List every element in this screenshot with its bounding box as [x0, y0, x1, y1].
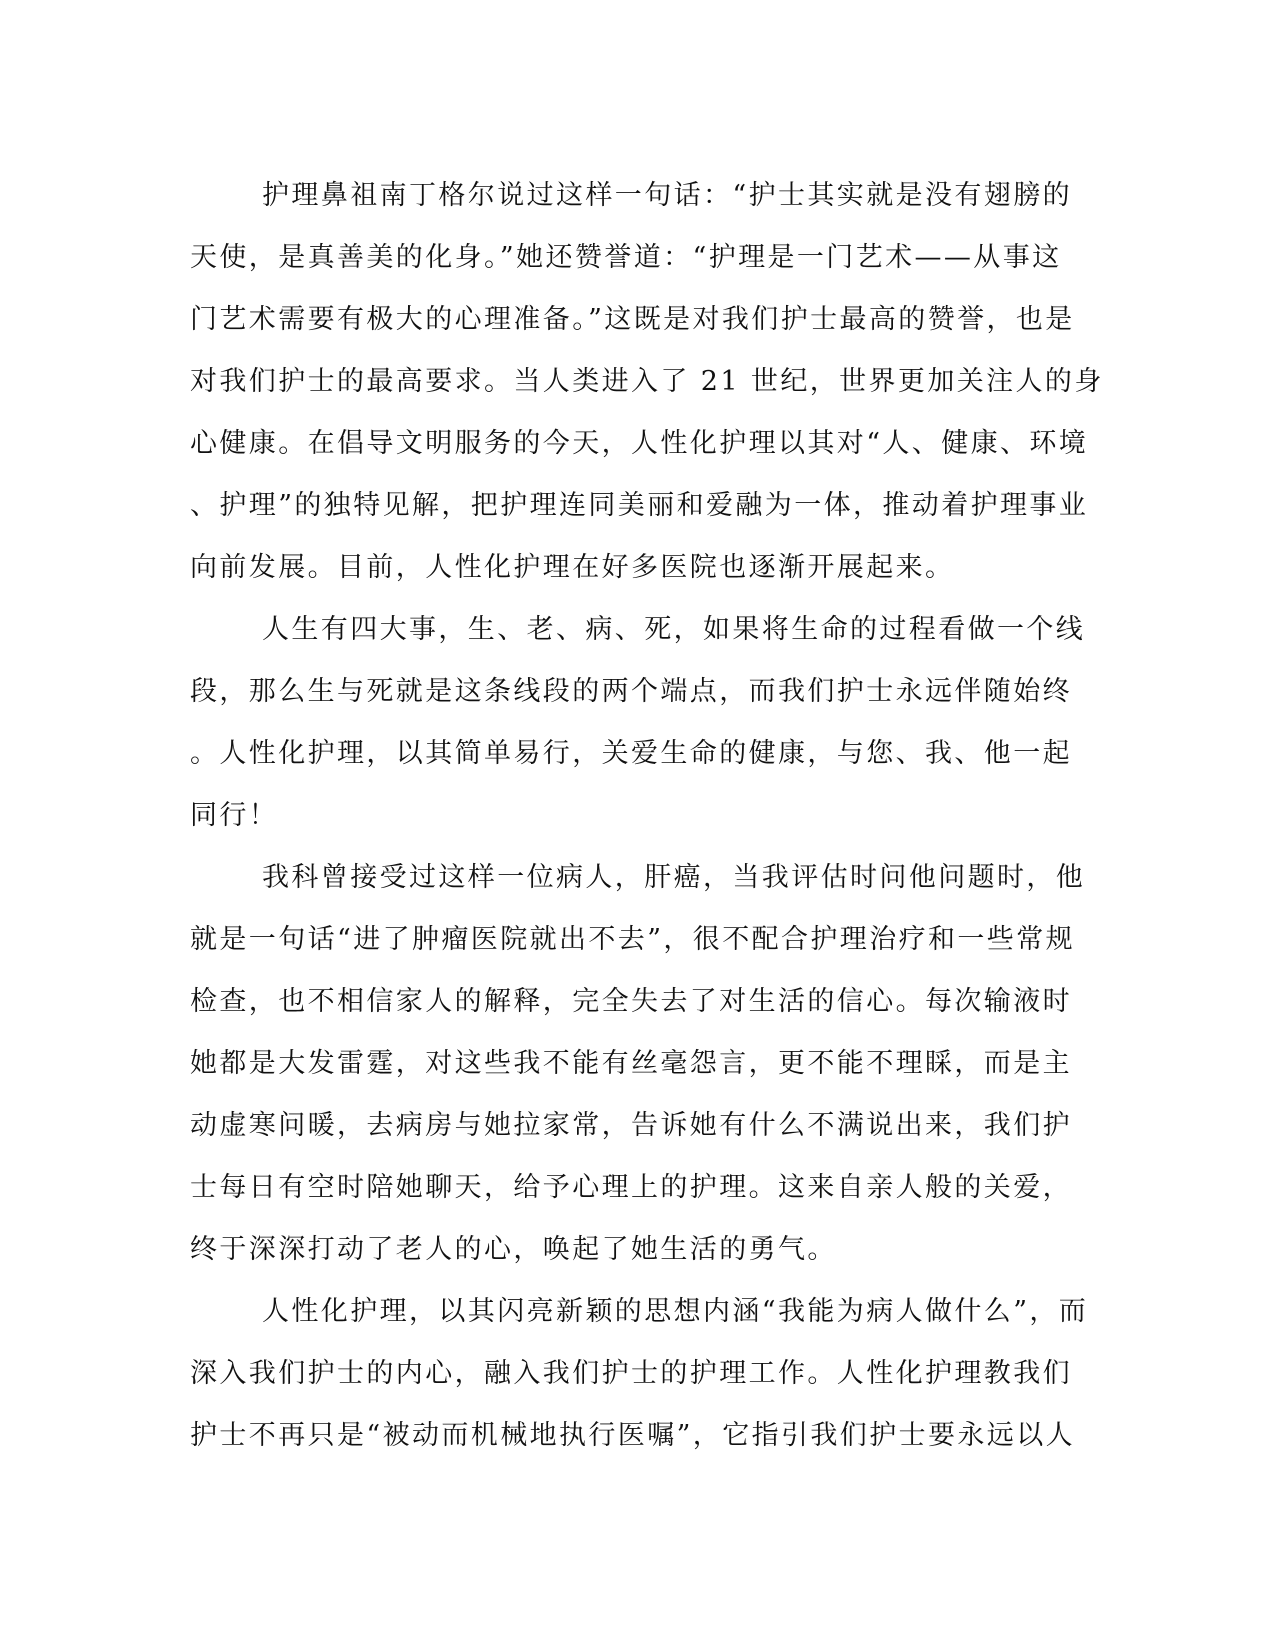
paragraph-3-line-5: 动虚寒问暖，去病房与她拉家常，告诉她有什么不满说出来，我们护 [190, 1110, 1072, 1141]
paragraph-2-line-1: 人生有四大事，生、老、病、死，如果将生命的过程看做一个线 [262, 614, 1086, 645]
paragraph-2-line-3: 。人性化护理，以其简单易行，关爱生命的健康，与您、我、他一起 [190, 738, 1072, 769]
paragraph-3-line-4: 她都是大发雷霆，对这些我不能有丝毫怨言，更不能不理睬，而是主 [190, 1048, 1072, 1079]
paragraph-2-line-4: 同行！ [190, 800, 279, 831]
paragraph-4-line-2: 深入我们护士的内心，融入我们护士的护理工作。人性化护理教我们 [190, 1358, 1072, 1389]
paragraph-3-line-7: 终于深深打动了老人的心，唤起了她生活的勇气。 [190, 1234, 837, 1265]
paragraph-3-line-1: 我科曾接受过这样一位病人，肝癌，当我评估时问他问题时，他 [262, 862, 1086, 893]
document-body [190, 165, 1104, 1467]
paragraph-2-line-2: 段，那么生与死就是这条线段的两个端点，而我们护士永远伴随始终 [190, 676, 1072, 707]
paragraph-1-line-3: 门艺术需要有极大的心理准备。”这既是对我们护士最高的赞誉，也是 [190, 304, 1075, 335]
paragraph-3-line-2: 就是一句话“进了肿瘤医院就出不去”，很不配合护理治疗和一些常规 [190, 924, 1076, 955]
paragraph-1-line-7: 向前发展。目前，人性化护理在好多医院也逐渐开展起来。 [190, 552, 955, 583]
paragraph-3-line-6: 士每日有空时陪她聊天，给予心理上的护理。这来自亲人般的关爱， [190, 1172, 1072, 1203]
paragraph-4-line-3: 护士不再只是“被动而机械地执行医嘱”，它指引我们护士要永远以人 [190, 1420, 1076, 1451]
paragraph-1-line-1: 护理鼻祖南丁格尔说过这样一句话：“护士其实就是没有翅膀的 [262, 180, 1073, 211]
paragraph-4-line-1: 人性化护理，以其闪亮新颖的思想内涵“我能为病人做什么”，而 [262, 1296, 1089, 1327]
paragraph-1-line-2: 天使，是真善美的化身。”她还赞誉道：“护理是一门艺术——从事这 [190, 242, 1062, 273]
paragraph-1-line-4: 对我们护士的最高要求。当人类进入了 21 世纪，世界更加关注人的身 [190, 366, 1104, 397]
paragraph-3-line-3: 检查，也不相信家人的解释，完全失去了对生活的信心。每次输液时 [190, 986, 1072, 1017]
paragraph-1-line-6: 、护理”的独特见解，把护理连同美丽和爱融为一体，推动着护理事业 [190, 490, 1089, 521]
paragraph-1-line-5: 心健康。在倡导文明服务的今天，人性化护理以其对“人、健康、环境 [190, 428, 1089, 459]
